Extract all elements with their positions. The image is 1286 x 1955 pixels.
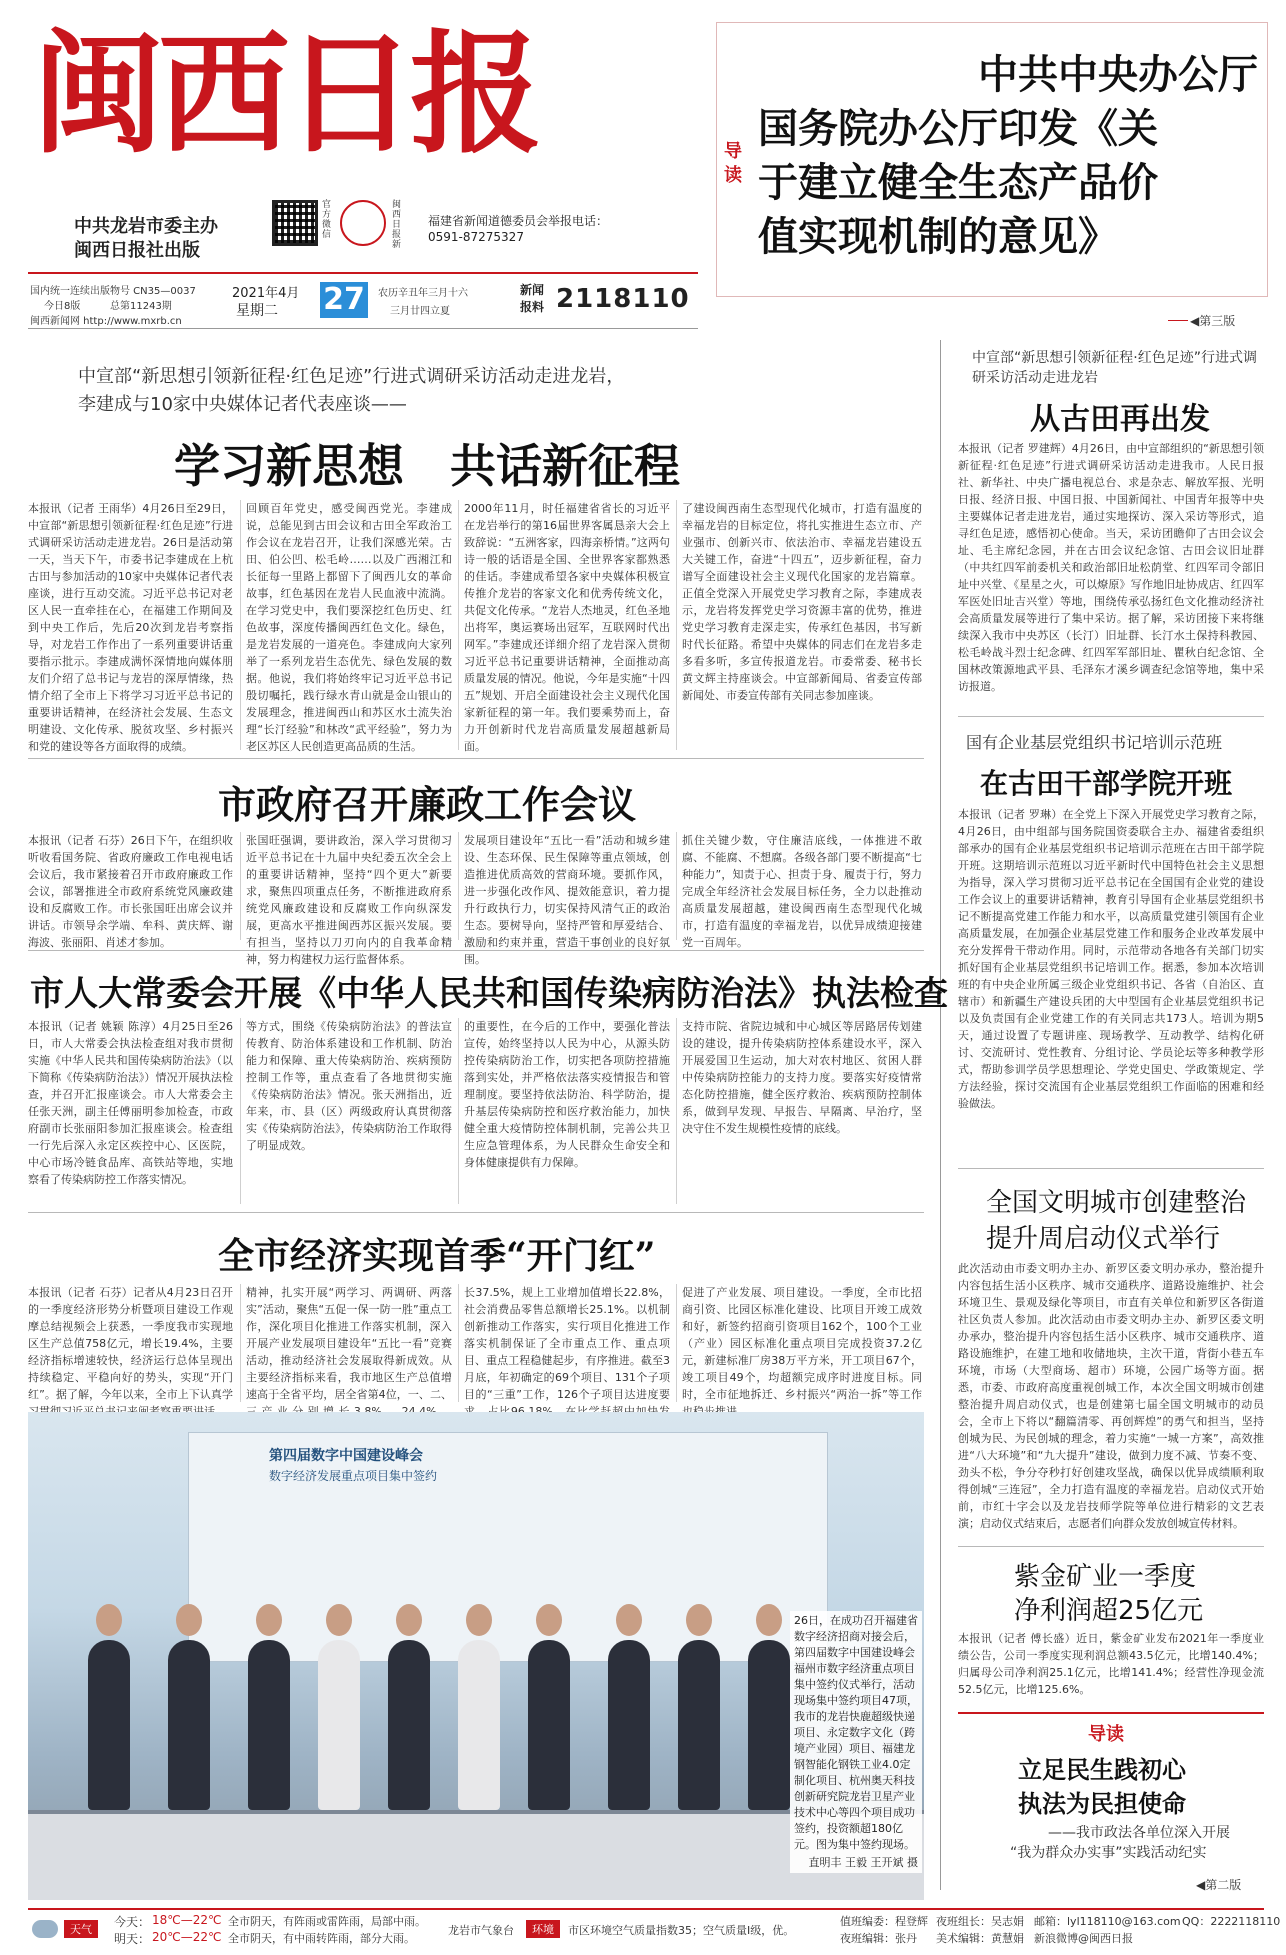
col-divider [458, 832, 459, 940]
lead2-title-1: 立足民生践初心 [1018, 1755, 1186, 1784]
env-text: 市区环境空气质量指数35；空气质量I级，优。 [568, 1924, 795, 1937]
lead-title [758, 48, 1258, 264]
editor-1: 值班编委：程登辉 [840, 1915, 928, 1928]
masthead-divider [28, 272, 698, 274]
masthead-title: 闽西日报 [32, 17, 536, 172]
today-desc: 全市阴天，有阵雨或雷阵雨，局部中雨。 [228, 1915, 426, 1928]
col-divider [458, 500, 459, 750]
qr-label-1: 官方微信 [322, 200, 332, 240]
env-tag: 环境 [526, 1920, 560, 1938]
photo-credit: 直明丰 王毅 王开斌 摄 [808, 1856, 918, 1869]
article4-col-2: 精神，扎实开展“两学习、两调研、两落实”活动，聚焦“五促一保一防一胜”重点工作，深化项目化推进工作落实机制，深入开展产业发展项目建设年“五比一看”竞赛活动，推动经济社会发展取得新成效。从主要经济指标来看，我市地区生产总值增速高于全省平均，居全省第4位，一、二、 [246, 1286, 452, 1401]
article1-col-2: 回顾百年党史，感受闽西党光。李建成说，总能见到古田会议和古田全军政治工作会议在龙岩召开，让我们深感光荣。古田、伯公凹、松毛岭……以及广西湘江和长征每一里路上都留下了闽西儿女的革命故事，红色基因在龙岩人民血液中流淌。在学习党史中，我们要深挖红色历史、红色故事，深度传播闽西红色文化。绿色，是龙岩发展的一道亮色。李建成向大家列举了一系列龙岩生态优先、绿色发展的数据。他说，我们将始终牢记习近平总书记殷切嘱托，践行绿水青山就是金山银山的发展理念，推进闽西山和苏区水土流失治理“长汀经验”和林改“武平经验”，努力为老区苏区人民创造更高品质的生活。 [246, 502, 452, 753]
report-phone-line-2: 0591-87275327 [428, 230, 524, 244]
lead-title-line: 中共中央办公厅 [978, 51, 1258, 98]
editor-4: 美术编辑：黄慧娟 [936, 1932, 1024, 1945]
footer-email: 邮箱：lyl118110@163.com [1034, 1915, 1181, 1928]
issue-total: 总第11243期 [110, 301, 172, 312]
publisher-line-1: 中共龙岩市委主办 [74, 216, 218, 237]
page-count: 今日8版 [44, 301, 81, 312]
col-divider [458, 1284, 459, 1402]
backdrop-subtitle: 数字经济发展重点项目集中签约 [269, 1469, 438, 1483]
side4-text: 本报讯（记者 傅长盛）近日，紫金矿业发布2021年一季度业绩公告，公司一季度实现利润总额43.5亿元，比增140.4%；归属母公司净利润25.1亿元，比增141.4%；经营性净现金流52.5亿元，比增125.6%。 [958, 1632, 1264, 1696]
article4-col-4: 促进了产业发展、项目建设。一季度，全市比招商引资、比园区标准化建设、比项目开竣工成效和好，新签约招商引资项目162个，100个工业（产业）园区标准化重点项目完成投资37.2亿元，新建标准厂房38万平方米，开工项目67个，竣工项目49个，均超额完成序时进度目标。同时，全市征地拆迁、乡村振兴“两治一拆”等工作 [682, 1286, 922, 1401]
qr-code-icon [272, 200, 318, 246]
article3-col-3: 的重要性，在今后的工作中，要强化普法宣传，始终坚持以人民为中心，从源头防控传染病防治工作，切实把各项防控措施落到实处，并严格依法落实疫情报告和管理制度。要坚持依法防治、科学防治，提升基层传染病防控和医疗救治能力，加快健全重大疫情防控体制机制，完善公共卫生应急管理体系，为人民群众生命安全和身体健康提供有力保障。 [464, 1020, 670, 1169]
lead2-tag: 导读 [1088, 1724, 1124, 1745]
footer-bar [28, 1908, 1281, 1948]
footer-qq: QQ：2222118110 [1182, 1915, 1281, 1928]
weather-source: 龙岩市气象台 [448, 1924, 514, 1937]
person-figure [678, 1640, 720, 1810]
article3-col-2: 等方式，围绕《传染病防治法》的普法宣传教育、防治体系建设和工作机制、防治能力和保障、重大传染病防治、疾病预防控制工作等，重点查看了各地贯彻实施《传染病防治法》情况。张天洲指出，近年来，市、县（区）两级政府认真贯彻落实《传染病防治法》，传染病防治工作取得了明显成效。 [246, 1020, 452, 1152]
editor-2: 夜班编辑：张丹 [840, 1932, 917, 1945]
side3-title-2: 提升周启动仪式举行 [986, 1224, 1221, 1254]
section-divider [958, 1168, 1264, 1169]
lunar-date-2: 三月廿四立夏 [390, 306, 450, 317]
lead-title-line: 国务院办公厅印发《关 [758, 105, 1158, 152]
day-number: 27 [320, 282, 368, 318]
lead-tag: 导读 [724, 141, 742, 186]
col-divider [240, 832, 241, 940]
article3-title: 市人大常委会开展《中华人民共和国传染病防治法》执法检查 [30, 974, 948, 1014]
hotline-label: 新闻 报料 [520, 283, 545, 314]
hotline-number: 2118110 [556, 284, 690, 314]
section-divider [28, 950, 924, 951]
side1-title: 从古田再出发 [1030, 402, 1210, 437]
section-divider [958, 716, 1264, 717]
col-divider [240, 500, 241, 750]
side3-title-1: 全国文明城市创建整治 [986, 1188, 1247, 1218]
article2-col-1: 本报讯（记者 石芬）26日下午，在组织收听收看国务院、省政府廉政工作电视电话会议后，我市紧接着召开市政府廉政工作会议，部署推进全市政府系统党风廉政建设和反腐败工作。市长张国旺出席会议并讲话。市领导余学端、牟科、黄庆辉、谢海波、张丽阳、肖述才参加。 [28, 834, 233, 949]
person-figure [458, 1640, 500, 1810]
col-divider [240, 1284, 241, 1402]
website: 闽西新闻网 http://www.mxrb.cn [30, 316, 182, 327]
col-divider [676, 1284, 677, 1402]
weekday: 星期二 [236, 303, 278, 319]
person-figure [608, 1640, 650, 1810]
qr-label-2: 闽西日报 新 [392, 200, 402, 250]
article3-col-4: 支持市院、省院边城和中心城区等居路居传划建设的建设，提升传染病防控体系建设水平，深入开展爱国卫生运动，加大对农村地区、贫困人群中传染病防控能力的支持力度。要落实好疫情常态化防控措施，健全医疗救治、疾病预防控制体系，做到早发现、早报告、早隔离、早治疗，坚决守住不发生规模性疫情的底线。 [682, 1020, 922, 1135]
section-divider [28, 1212, 924, 1213]
photo-caption-text: 26日，在成功召开福建省数字经济招商对接会后，第四届数字中国建设峰会福州市数字经济重点项目集中签约仪式举行，活动现场集中签约项目47项，我市的龙岩快鹿超级快递项目、永定数字文化（跨境产业园）项目、福建龙钢智能化钢铁工业4.0定制化项目、杭州奥天科技创新研究院龙岩卫星产业技术中心等四个项目成功签约，投资额超180亿元。图为集中签约现场。 [794, 1614, 918, 1851]
lunar-date-1: 农历辛丑年三月十六 [378, 288, 468, 299]
article4-col-3: 长37.5%，规上工业增加值增长22.8%，社会消费品零售总额增长25.1%。以机制创新推动工作落实，实行项目化推进工作落实机制保证了全市重点工作、重点项目、重点工程稳健起步，有序推进。截至3月底，年初确定的69个项目、131个子项目的“三重”工作，126个子项目达进度要 [464, 1286, 670, 1401]
article1-col-3: 2000年11月，时任福建省省长的习近平在龙岩举行的第16届世界客属恳亲大会上致辞说：“五洲客家，四海亲桥情。”这两句诗一般的话语是全国、全世界客家都熟悉的佳话。李建成希望各家中央媒体积极宣传推介龙岩的客家文化和优秀传统文化，共促文化传承。“龙岩人杰地灵，红色圣地出将军，奥运赛场出冠军，互联网时代出网军。”李建成还详细介绍了龙岩深入贯彻习近平总书记重要讲话精神，全面推动高质量发展的情况。他说，今年是实施“十四五”规划、开启全面建设社会主义现代化国家新征程的第一年。我们要乘势而上，奋力开创新时代龙岩高质量发展超越新局面。 [464, 502, 670, 753]
publisher-line-2: 闽西日报社出版 [74, 240, 200, 261]
photo-backdrop [188, 1432, 828, 1662]
col-divider [676, 1018, 677, 1204]
lead-title-line: 值实现机制的意见》 [758, 213, 1118, 260]
report-phone-line-1: 福建省新闻道德委员会举报电话： [428, 214, 609, 228]
article3-col-1: 本报讯（记者 姚颖 陈淳）4月25日至26日，市人大常委会执法检查组对我市贯彻实施《中华人民共和国传染病防治法》（以下简称《传染病防治法》）情况开展执法检查，并召开汇报座谈会。市人大常委会主任张天洲，副主任傅丽明参加检查，市政府副市长张丽阳参加汇报座谈会。检查组一行先后深入永定区疾控中心、区医院，中心市场冷链食品库、高铁站等地，实地察看了传染病防控工作落实情况。 [28, 1020, 233, 1186]
section-divider [28, 758, 924, 759]
photo-caption [790, 1611, 922, 1873]
side1-kicker: 中宣部“新思想引领新征程·红色足迹”行进式调研采访活动走进龙岩 [972, 350, 1257, 386]
side2-title: 在古田干部学院开班 [980, 767, 1233, 800]
article4-col-1: 本报讯（记者 石芬）记者从4月23日召开的一季度经济形势分析暨项目建设工作观摩总结视频会上获悉，一季度我市实现地区生产总值758亿元，增长19.4%，主要经济指标增速较快，经济运行总体呈现出持续稳定、平稳向好的势头，实现“开门红”。据了解，今年以来，全市上下认真学 [28, 1286, 233, 1401]
side3-text: 此次活动由市委文明办主办、新罗区委文明办承办，整治提升内容包括生活小区秩序、城市交通秩序、道路设施维护、社会环境卫生、景观及绿化等项目，市直有关单位和新罗区各街道社区负责人参加。此次活动由市委文明办主办、新罗区委文明办承办，整治提升内容包括生活小区秩序、城市交通秩序、道路设施维护，在建工地和收储地块，主次干道，背街小巷五车环境，市场（大型商场、超市）环境，公园广场等方面。据悉，市委、市政府高度重视创城工作，本次全国文明城市创建整治提升周启动仪式，也是创建第七届全国文明城市的动员会，全市上下将以“翻篇清零、再创辉煌”的勇气和担当，坚持创城为民、为民创城的理念，着力实施“一城一方案”，高效推进“八大环境”和“九大提升”建设，做到力度不减、节奏不变、劲头不松，争分夺秒打好创建攻坚战，确保以优异成绩顺利取得创城“三连冠”，全力打造有温度的幸福龙岩。启动仪式开始前，市红十字会以及龙岩技师学院等单位进行精彩的文艺表演；启动仪式结束后，志愿者们向群众发放创城宣传材料。 [958, 1262, 1264, 1530]
cloud-icon [32, 1920, 58, 1938]
person-figure [528, 1640, 570, 1810]
side2-text: 本报讯（记者 罗琳）在全党上下深入开展党史学习教育之际，4月26日，由中组部与国务院国资委联合主办、福建省委组织部承办的国有企业基层党组织书记培训示范班在古田干部学院开班。这期培训示范班以习近平新时代中国特色社会主义思想为指导，深入学习贯彻习近平总书记在全国国有企业党的建设工作会议上的重要讲话精神，教育引导国有企业基层党组织书记不断提高党建工作能力和水平，以高质量党建引领国有企业高质量发展，在加强企业基层党建工作和服务企业改革发展中充分发挥骨干带动作用。同时，示范带动各地各有关部门切实抓好国有企业基层党组织书记培训工作。据悉，参加本次培训班的有中央企业所属三级企业党组织书记、各省（自治区、直辖市）和新疆生产建设兵团的大中型国有企业基层党组织书记以及负责国有企业党建工作的有关同志共173人。培训为期5天，通过设置了专题讲座、现场教学、互动教学、结构化研讨、交流研讨、党性教育、分组讨论、学员论坛等多种教学形式，帮助参训学员学思想理论、学党史国史、学政策规定、学方法经验，探讨交流国有企业基层党组织工作面临的困难和经验做法。 [958, 808, 1264, 1110]
col-divider [676, 832, 677, 940]
person-figure [248, 1640, 290, 1810]
lead-divider [1168, 320, 1188, 321]
section-divider [958, 1546, 1264, 1547]
side4-title-1: 紫金矿业一季度 [1014, 1562, 1197, 1592]
info-bar-divider [28, 328, 698, 329]
editor-3: 夜班组长：吴志娟 [936, 1915, 1024, 1928]
lead2-page-ref[interactable]: ◀第二版 [1196, 1878, 1242, 1892]
tomorrow-desc: 全市阴天，有中雨转阵雨，部分大雨。 [228, 1932, 415, 1945]
article1-kicker-2: 李建成与10家中央媒体记者代表座谈—— [78, 394, 407, 415]
backdrop-title: 第四届数字中国建设峰会 [269, 1448, 423, 1464]
tomorrow-temp: 20℃—22℃ [152, 1930, 222, 1944]
footer-weibo: 新浪微博@闽西日报 [1034, 1932, 1133, 1945]
today-label: 今天： [114, 1915, 151, 1929]
person-figure [168, 1640, 210, 1810]
lead-page-ref[interactable]: ◀第三版 [1190, 314, 1236, 328]
side1-text: 本报讯（记者 罗建辉）4月26日，由中宣部组织的“新思想引领新征程·红色足迹”行进式调研采访活动走进我市。人民日报社、新华社、中央广播电视总台、求是杂志、解放军报、光明日报、经济日报、中国日报、中国新闻社、中国青年报等中央主要媒体记者走进龙岩，通过实地探访、深入采访等形式，追寻红色足迹，感悟初心使命。当天，采访团瞻仰了古田会议会址、毛主席纪念园，并在古田会议纪念馆、古田会议旧址群（中共红四军前委机关和政治部旧址松荫堂、红四军司令部旧址中兴堂、《星星之火，可以燎原》写作地旧址协成店、红四军军医处旧址吉兴堂）等地，围绕传承弘扬红色文化推动经济社会高质量发展等进行了集中采访。据了解，采访团接下来将继续深入我市中央苏区（长汀）旧址群、长汀水土保持科教园、松毛岭战斗烈士纪念碑、红四军军部旧址、瞿秋白纪念馆、全国林改策源地武平县、毛泽东才溪乡调查纪念馆等地，集中采访报道。 [958, 442, 1264, 693]
article1-col-4: 了建设闽西南生态型现代化城市，打造有温度的幸福龙岩的目标定位，将扎实推进生态立市、产业强市、创新兴市、依法治市、幸福龙岩建设五大关键工作，奋进“十四五”，迈步新征程，奋力谱写全面建设社会主义现代化国家的龙岩篇章。正值全党深入开展党史学习教育之际，李建成表示，龙岩将发挥党史学习资源丰富的优势，推进党史学习教育走深走实，传承红色基因，书写新时代长征路。希望中央媒体的同志们在龙岩多走多看多听，多宣传报道龙岩。市委常委、秘书长黄文辉主持座谈会。中宣部新闻局、省委宣传部新闻处、市委宣传部有关同志参加座谈。 [682, 502, 922, 702]
col-divider [240, 1018, 241, 1204]
col-divider [458, 1018, 459, 1204]
side2-kicker: 国有企业基层党组织书记培训示范班 [966, 733, 1223, 752]
weather-tag: 天气 [64, 1920, 98, 1938]
article1-title: 学习新思想 共话新征程 [174, 439, 680, 493]
article1-kicker-1: 中宣部“新思想引领新征程·红色足迹”行进式调研采访活动走进龙岩， [78, 366, 625, 387]
seal-icon [340, 200, 386, 246]
person-figure [318, 1640, 360, 1810]
serial-number: 国内统一连续出版物号 CN35—0037 [30, 286, 196, 297]
person-figure [388, 1640, 430, 1810]
lead2-sub-1: ——我市政法各单位深入开展 [1048, 1825, 1230, 1841]
article2-col-2: 张国旺强调，要讲政治，深入学习贯彻习近平总书记在十九届中央纪委五次全会上的重要讲话精神，坚持“四个更大”新要求，聚焦四项重点任务，不断推进政府系统党风廉政建设和反腐败工作向纵深发展，更高水平推进闽西苏区振兴发展。要有担当，坚持以刀刃向内的自我革命精神，努力构建权力运行监督体系。 [246, 834, 452, 966]
tomorrow-label: 明天： [114, 1932, 151, 1946]
lead-title-line: 于建立健全生态产品价 [758, 159, 1158, 206]
article1-col-1: 本报讯（记者 王雨华）4月26日至29日，中宣部“新思想引领新征程·红色足迹”行进式调研采访活动走进龙岩。26日是活动第一天，当天下午，市委书记李建成在上杭古田与参加活动的10家中央媒体记者代表座谈，进行互动交流。习近平总书记对老区人民一直牵挂在心，在福建工作期间及到中央工作后，先后20次到龙岩考察指导，对龙岩工作作出了一系列重要讲话重要指示批示。李建成满怀深情地向媒体朋友们介绍了总书记与龙岩的深厚情缘，热情介绍了全市上下将学习习近平总书记的重要讲话精神，在经济社会发展、生态文明建设、文化传承、脱贫攻坚、乡村振兴和党的建设等各方面取得的成绩。 [28, 502, 233, 753]
article4-title: 全市经济实现首季“开门红” [218, 1235, 656, 1277]
lead2-title-2: 执法为民担使命 [1018, 1789, 1186, 1818]
article2-title: 市政府召开廉政工作会议 [218, 782, 637, 827]
sidebar-divider [940, 340, 941, 1890]
article2-col-4: 抓住关键少数，守住廉洁底线，一体推进不敢腐、不能腐、不想腐。各级各部门要不断提高“七种能力”，知责于心、担责于身、履责于行，努力完成全年经济社会发展目标任务，全力以赴推动高质量发展超越，建设闽西南生态型现代化城市，打造有温度的幸福龙岩，以优异成绩迎接建党一百周年。 [682, 834, 922, 949]
person-figure [88, 1640, 130, 1810]
lead2-sub-2: “我为群众办实事”实践活动纪实 [1010, 1845, 1207, 1861]
article2-col-3: 发展项目建设年“五比一看”活动和城乡建设、生态环保、民生保障等重点领域，创造推进优质高效的营商环境。要抓作风，进一步强化改作风、提效能意识，着力提升行政执行力，切实保持风清气正的政治生态。要树导向，坚持严管和厚爱结合、激励和约束并重，营造干事创业的良好氛围。 [464, 834, 670, 966]
col-divider [676, 500, 677, 750]
today-temp: 18℃—22℃ [152, 1913, 222, 1927]
date-line: 2021年4月 [232, 286, 300, 301]
side4-title-2: 净利润超25亿元 [1014, 1596, 1204, 1626]
person-figure [748, 1640, 790, 1810]
